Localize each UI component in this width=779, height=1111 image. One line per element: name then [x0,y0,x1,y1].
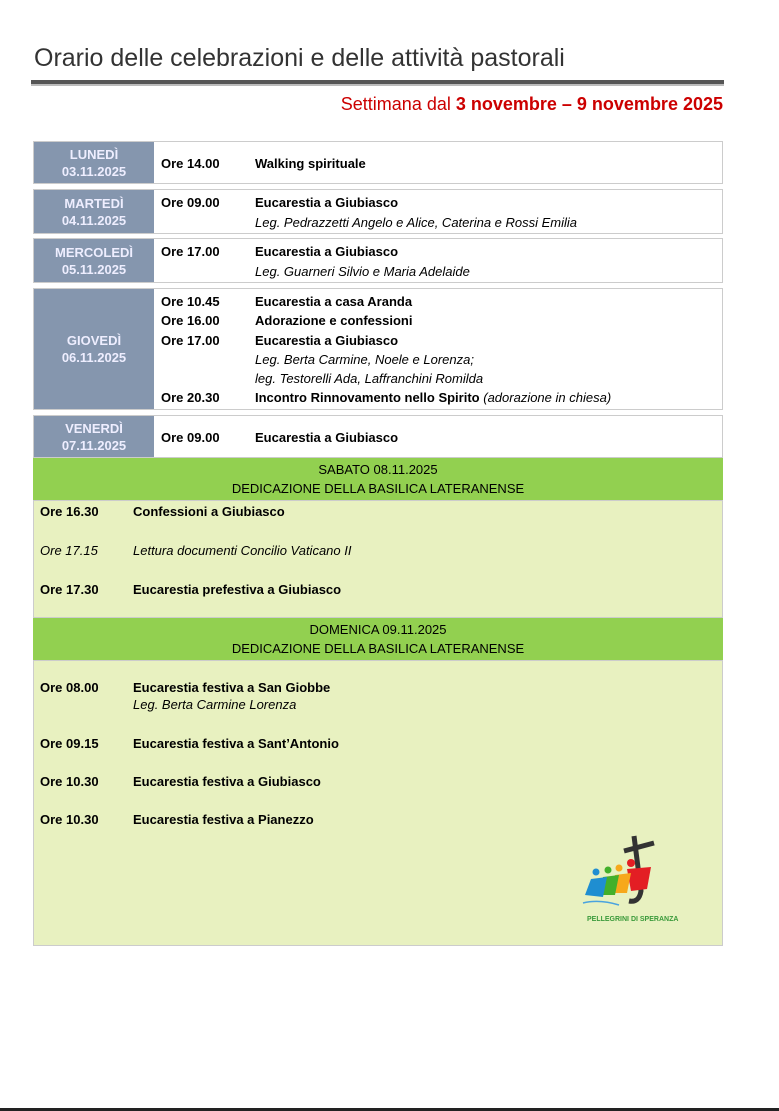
entry-note: leg. Testorelli Ada, Laffranchini Romilda [255,371,484,386]
entry-note: Leg. Pedrazzetti Angelo e Alice, Caterina e Rossi Emilia [255,215,578,230]
entry-time: Ore 17.00 [161,244,220,259]
day-cell [34,289,154,409]
sunday-feast: DEDICAZIONE DELLA BASILICA LATERANENSE [231,641,525,656]
entry-text: Eucarestia a casa Aranda [255,294,413,309]
entry-time: Ore 14.00 [161,156,220,171]
entry-text: Eucarestia prefestiva a Giubiasco [133,582,342,597]
saturday-section [33,500,723,618]
entry-time: Ore 17.15 [40,543,98,558]
entry-time: Ore 09.15 [40,736,99,751]
entry-text: Eucarestia a Giubiasco [255,430,399,445]
day-row-wednesday [33,238,723,283]
entry-time: Ore 08.00 [40,680,99,695]
entry-text: Eucarestia festiva a Giubiasco [133,774,321,789]
entry-extra: (adorazione in chiesa) [479,390,612,405]
day-date: 06.11.2025 [61,350,127,365]
entry-note: Leg. Guarneri Silvio e Maria Adelaide [255,264,470,279]
entry-text: Eucarestia a Giubiasco [255,333,399,348]
entry-time: Ore 16.00 [161,313,220,328]
entry-text: Confessioni a Giubiasco [133,504,285,519]
day-name: MARTEDÌ [64,195,124,211]
entry-note: Leg. Berta Carmine Lorenza [133,697,297,712]
entry-note: Leg. Berta Carmine, Noele e Lorenza; [255,352,474,367]
day-name: VENERDÌ [65,420,123,436]
entry-time: Ore 10.30 [40,812,99,827]
jubilee-logo [579,831,679,926]
day-row-monday [33,141,723,184]
entry-time: Ore 16.30 [40,504,99,519]
day-name: MERCOLEDÌ [55,244,133,260]
entry-time: Ore 17.00 [161,333,220,348]
day-cell [34,239,154,282]
day-date: 03.11.2025 [61,163,127,179]
entry-time: Ore 20.30 [161,390,220,405]
entry-text: Lettura documenti Concilio Vaticano II [133,543,352,558]
week-range [341,94,723,115]
entry-text: Eucarestia a Giubiasco [255,244,399,259]
day-row-friday [33,415,723,458]
day-cell [34,416,154,457]
entry-time: Ore 10.30 [40,774,99,789]
saturday-date: SABATO 08.11.2025 [318,462,438,477]
entry-text: Eucarestia festiva a San Giobbe [133,680,331,695]
day-row-thursday [33,288,723,410]
entry-text: Walking spirituale [255,156,366,171]
week-prefix: Settimana dal [340,94,456,114]
entry-time: Ore 09.00 [161,430,220,445]
sunday-date: DOMENICA 09.11.2025 [309,622,447,637]
saturday-feast: DEDICAZIONE DELLA BASILICA LATERANENSE [231,481,525,496]
day-date: 04.11.2025 [61,212,127,228]
entry-text: Adorazione e confessioni [255,313,413,328]
page-title: Orario delle celebrazioni e delle attività pastorali [34,44,565,72]
entry-time: Ore 10.45 [161,294,220,309]
entry-time: Ore 09.00 [161,195,220,210]
entry-text: Eucarestia a Giubiasco [255,195,399,210]
logo-text: PELLEGRINI DI SPERANZA [587,916,679,923]
day-cell [34,142,154,183]
week-dates: 3 novembre – 9 novembre 2025 [455,94,723,114]
title-rule [31,80,724,86]
day-name: LUNEDÌ [69,146,119,162]
day-cell [34,190,154,233]
day-name: GIOVEDÌ [66,333,122,348]
day-date: 07.11.2025 [61,437,127,453]
day-date: 05.11.2025 [61,261,127,277]
sunday-section [33,660,723,946]
entry-text [255,390,611,405]
sunday-header [33,618,723,660]
day-row-tuesday [33,189,723,234]
entry-title: Incontro Rinnovamento nello Spirito [255,390,480,405]
entry-time: Ore 17.30 [40,582,99,597]
entry-text: Eucarestia festiva a Sant’Antonio [133,736,339,751]
saturday-header [33,458,723,500]
entry-text: Eucarestia festiva a Pianezzo [133,812,314,827]
